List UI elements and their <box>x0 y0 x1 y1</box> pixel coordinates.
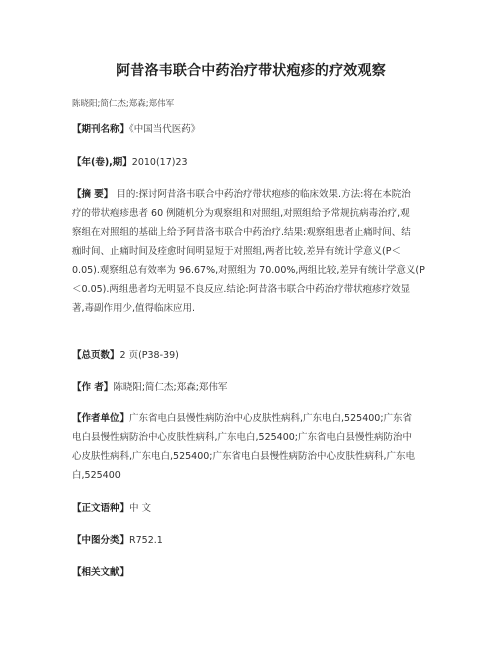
abstract-text: 目的:探讨阿昔洛韦联合中药治疗带状疱疹的临床效果.方法:将在本院治 <box>116 189 411 200</box>
author-value: 陈晓阳;简仁杰;郑森;郑伟军 <box>113 382 228 393</box>
author-unit-label: 【作者单位】 <box>72 413 130 424</box>
language-value: 中 文 <box>129 503 152 514</box>
abstract-field <box>72 185 432 318</box>
author-list-header: 陈晓阳;简仁杰;郑森;郑伟军 <box>72 99 175 109</box>
abstract-label: 【摘 要】 <box>72 189 114 200</box>
author-unit-line: 电白县慢性病防治中心皮肤性病科,广东电白,525400;广东省电白县慢性病防治中 <box>72 432 413 443</box>
related-field <box>72 563 432 582</box>
abstract-line: 0.05).观察组总有效率为 96.67%,对照组为 70.00%,两组比较,差异有统计学意义(P <box>72 265 425 276</box>
abstract-line: 著,毒副作用少,值得临床应用. <box>72 303 196 314</box>
journal-field <box>72 120 432 139</box>
journal-label: 【期刊名称】 <box>72 124 130 135</box>
classification-label: 【中图分类】 <box>72 535 130 546</box>
author-unit-line: 白,525400 <box>72 470 121 481</box>
related-label: 【相关文献】 <box>72 567 130 578</box>
abstract-line <box>72 185 432 204</box>
classification-field <box>72 531 432 550</box>
author-unit-line <box>72 409 432 428</box>
abstract-line: 察组在对照组的基础上给予阿昔洛韦联合中药治疗.结果:观察组患者止痛时间、结 <box>72 227 411 238</box>
year-issue-value: 2010(17)23 <box>131 157 188 168</box>
pages-label: 【总页数】 <box>72 350 120 361</box>
language-field <box>72 499 432 518</box>
journal-value: 《中国当代医药》 <box>129 124 201 135</box>
pages-value: 2 页(P38-39) <box>119 350 179 361</box>
author-label: 【作 者】 <box>72 382 114 393</box>
author-field <box>72 378 432 397</box>
abstract-line: 疗的带状疱疹患者 60 例随机分为观察组和对照组,对照组给予常规抗病毒治疗,观 <box>72 208 410 219</box>
pages-field <box>72 346 432 365</box>
abstract-line: 痂时间、止痛时间及痊愈时间明显短于对照组,两者比较,差异有统计学意义(P＜ <box>72 246 401 257</box>
classification-value: R752.1 <box>129 535 163 546</box>
author-unit-text: 广东省电白县慢性病防治中心皮肤性病科,广东电白,525400;广东省 <box>129 413 413 424</box>
year-issue-label: 【年(卷),期】 <box>72 157 132 168</box>
author-unit-line: 心皮肤性病科,广东电白,525400;广东省电白县慢性病防治中心皮肤性病科,广东电 <box>72 451 416 462</box>
document-title: 阿昔洛韦联合中药治疗带状疱疹的疗效观察 <box>116 63 386 79</box>
language-label: 【正文语种】 <box>72 503 130 514</box>
abstract-line: ＜0.05).两组患者均无明显不良反应.结论:阿昔洛韦联合中药治疗带状疱疹疗效显 <box>72 284 411 295</box>
author-unit-field <box>72 409 432 485</box>
year-issue-field <box>72 153 432 172</box>
